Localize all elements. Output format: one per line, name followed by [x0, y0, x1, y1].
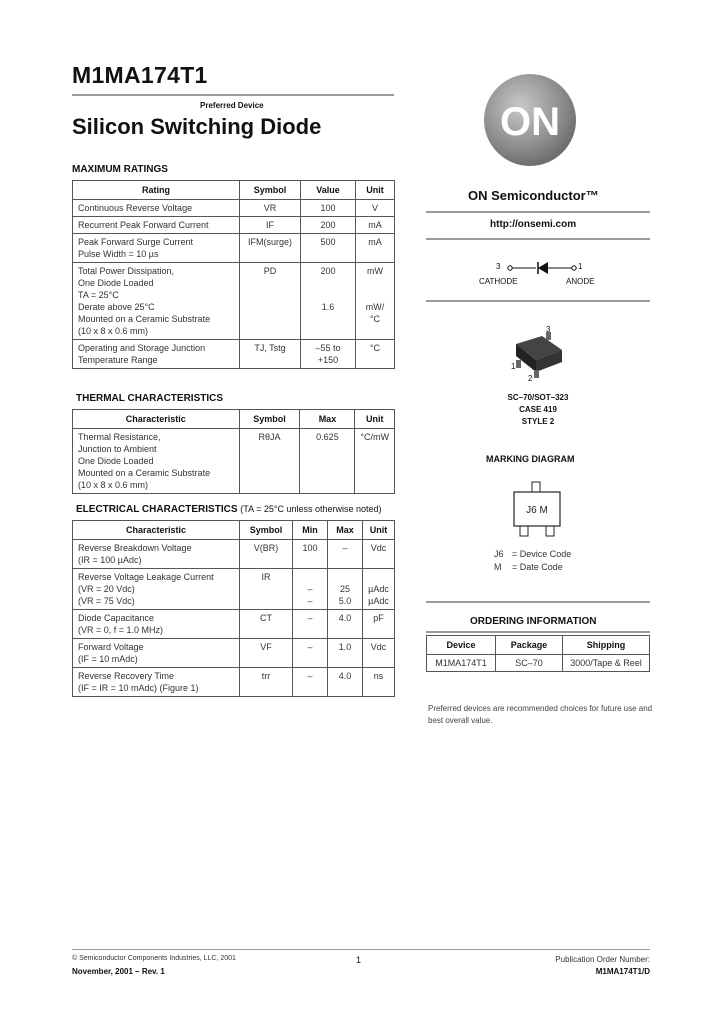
symbol-cell: IR [240, 569, 293, 610]
min-cell: – [293, 610, 328, 639]
device-cell: M1MA174T1 [427, 655, 496, 672]
unit-cell: Vdc [363, 540, 395, 569]
characteristic-cell: Thermal Resistance, Junction to Ambient One Diode Loaded Mounted on a Ceramic Substrate (10 x 8 x 0.6 mm) [73, 429, 240, 494]
col-unit: Unit [355, 410, 395, 429]
value-cell: 200 1.6 [301, 263, 356, 340]
value-cell: –55 to +150 [301, 340, 356, 369]
unit-cell: mW mW/°C [356, 263, 395, 340]
table-row [73, 639, 395, 668]
symbol-cell: CT [240, 610, 293, 639]
on-logo [482, 72, 578, 168]
copyright: © Semiconductor Components Industries, LLC, 2001 [72, 955, 236, 962]
col-max: Max [300, 410, 355, 429]
max-ratings-heading: MAXIMUM RATINGS [72, 164, 168, 175]
page-number: 1 [356, 955, 362, 965]
max-cell: 25 5.0 [328, 569, 363, 610]
electrical-heading-text: ELECTRICAL CHARACTERISTICS [76, 504, 238, 515]
characteristic-cell: Reverse Voltage Leakage Current (VR = 20 Vdc) (VR = 75 Vdc) [73, 569, 240, 610]
symbol-cell: trr [240, 668, 293, 697]
pin1-number: 1 [578, 262, 583, 271]
symbol-cell: IF [240, 217, 301, 234]
preferred-device-label: Preferred Device [200, 101, 264, 110]
package-case: CASE 419 [519, 405, 557, 414]
legend-code: J6 [494, 549, 504, 559]
unit-cell: µAdc µAdc [363, 569, 395, 610]
package-drawing [506, 322, 570, 384]
col-value: Value [301, 181, 356, 200]
characteristic-cell: Forward Voltage (IF = 10 mAdc) [73, 639, 240, 668]
package-name: SC–70/SOT–323 [507, 393, 569, 402]
value-cell: 500 [301, 234, 356, 263]
col-characteristic: Characteristic [73, 521, 240, 540]
schematic-rule [426, 300, 650, 302]
sot323-package-icon [506, 322, 570, 384]
unit-cell: mA [356, 234, 395, 263]
value-cell: 100 [301, 200, 356, 217]
symbol-cell: TJ, Tstg [240, 340, 301, 369]
pub-order-number: M1MA174T1/D [595, 967, 650, 976]
ordering-table [426, 635, 650, 672]
url-rule [426, 238, 650, 240]
table-row [73, 217, 395, 234]
col-unit: Unit [356, 181, 395, 200]
part-number: M1MA174T1 [72, 62, 208, 88]
col-symbol: Symbol [240, 181, 301, 200]
legend-desc: = Date Code [512, 562, 563, 572]
col-package: Package [496, 636, 563, 655]
value-cell: 200 [301, 217, 356, 234]
characteristic-cell: Diode Capacitance (VR = 0, f = 1.0 MHz) [73, 610, 240, 639]
max-ratings-table [72, 180, 395, 369]
pkg-pin2: 2 [528, 374, 533, 383]
electrical-heading-note: (TA = 25°C unless otherwise noted) [240, 504, 382, 514]
logo-text: ON [500, 100, 560, 144]
pub-order-label: Publication Order Number: [555, 955, 650, 964]
table-row [73, 668, 395, 697]
rating-cell: Operating and Storage Junction Temperature Range [73, 340, 240, 369]
symbol-cell: V(BR) [240, 540, 293, 569]
diode-symbol-icon [500, 260, 590, 276]
rating-cell: Continuous Reverse Voltage [73, 200, 240, 217]
min-cell: 100 [293, 540, 328, 569]
electrical-heading [76, 504, 382, 515]
max-cell: 1.0 [328, 639, 363, 668]
electrical-table [72, 520, 395, 697]
table-row [73, 200, 395, 217]
symbol-cell: IFM(surge) [240, 234, 301, 263]
pin3-label: CATHODE [479, 277, 518, 286]
package-cell: SC–70 [496, 655, 563, 672]
thermal-table [72, 409, 395, 494]
characteristic-cell: Reverse Breakdown Voltage (IR = 100 µAdc) [73, 540, 240, 569]
unit-cell: V [356, 200, 395, 217]
pkg-pin3: 3 [546, 325, 551, 334]
package-info [488, 392, 588, 428]
col-symbol: Symbol [240, 521, 293, 540]
marking-title: MARKING DIAGRAM [486, 454, 575, 464]
marking-rule [426, 601, 650, 603]
col-characteristic: Characteristic [73, 410, 240, 429]
col-device: Device [427, 636, 496, 655]
footer-rule [72, 949, 650, 950]
unit-cell: ns [363, 668, 395, 697]
unit-cell: °C/mW [355, 429, 395, 494]
brand-name: ON Semiconductor™ [468, 188, 599, 203]
package-style: STYLE 2 [521, 417, 555, 426]
min-cell: – [293, 668, 328, 697]
brand-url[interactable]: http://onsemi.com [490, 219, 577, 230]
max-cell: – [328, 540, 363, 569]
page-title: Silicon Switching Diode [72, 114, 322, 139]
table-row [73, 610, 395, 639]
symbol-cell: VR [240, 200, 301, 217]
table-row [73, 540, 395, 569]
chip-marking-text: J6 M [526, 505, 548, 516]
rating-cell: Total Power Dissipation, One Diode Loaded TA = 25°C Derate above 25°C Mounted on a Ceramic Substrate (10 x 8 x 0.6 mm) [73, 263, 240, 340]
diode-schematic [500, 260, 590, 276]
date-revision: November, 2001 – Rev. 1 [72, 967, 165, 976]
pin1-label: ANODE [566, 277, 595, 286]
preferred-note: Preferred devices are recommended choices for future use and best overall value. [428, 704, 653, 725]
symbol-cell: RθJA [239, 429, 300, 494]
unit-cell: mA [356, 217, 395, 234]
legend-row [494, 561, 571, 574]
marking-chip [508, 480, 568, 542]
legend-desc: = Device Code [512, 549, 572, 559]
shipping-cell: 3000/Tape & Reel [563, 655, 650, 672]
pkg-pin1: 1 [511, 362, 516, 371]
col-symbol: Symbol [239, 410, 300, 429]
unit-cell: pF [363, 610, 395, 639]
table-row [427, 655, 650, 672]
table-row [73, 429, 395, 494]
col-unit: Unit [363, 521, 395, 540]
symbol-cell: VF [240, 639, 293, 668]
table-row [73, 340, 395, 369]
min-cell: – [293, 639, 328, 668]
col-min: Min [293, 521, 328, 540]
header-rule [72, 94, 394, 96]
on-logo-icon [482, 72, 578, 168]
brand-rule [426, 211, 650, 213]
max-cell: 0.625 [300, 429, 355, 494]
unit-cell: Vdc [363, 639, 395, 668]
marking-chip-icon [508, 480, 568, 542]
unit-cell: °C [356, 340, 395, 369]
rating-cell: Peak Forward Surge Current Pulse Width = 10 µs [73, 234, 240, 263]
table-row [73, 569, 395, 610]
ordering-rule [426, 631, 650, 633]
rating-cell: Recurrent Peak Forward Current [73, 217, 240, 234]
marking-legend [494, 548, 571, 574]
table-row [73, 263, 395, 340]
table-row [73, 234, 395, 263]
max-cell: 4.0 [328, 668, 363, 697]
legend-row [494, 548, 571, 561]
thermal-heading: THERMAL CHARACTERISTICS [76, 393, 224, 404]
symbol-cell: PD [240, 263, 301, 340]
pin3-number: 3 [496, 262, 501, 271]
min-cell: – – [293, 569, 328, 610]
max-cell: 4.0 [328, 610, 363, 639]
col-shipping: Shipping [563, 636, 650, 655]
ordering-title: ORDERING INFORMATION [470, 616, 597, 627]
col-max: Max [328, 521, 363, 540]
characteristic-cell: Reverse Recovery Time (IF = IR = 10 mAdc) (Figure 1) [73, 668, 240, 697]
legend-code: M [494, 562, 502, 572]
col-rating: Rating [73, 181, 240, 200]
